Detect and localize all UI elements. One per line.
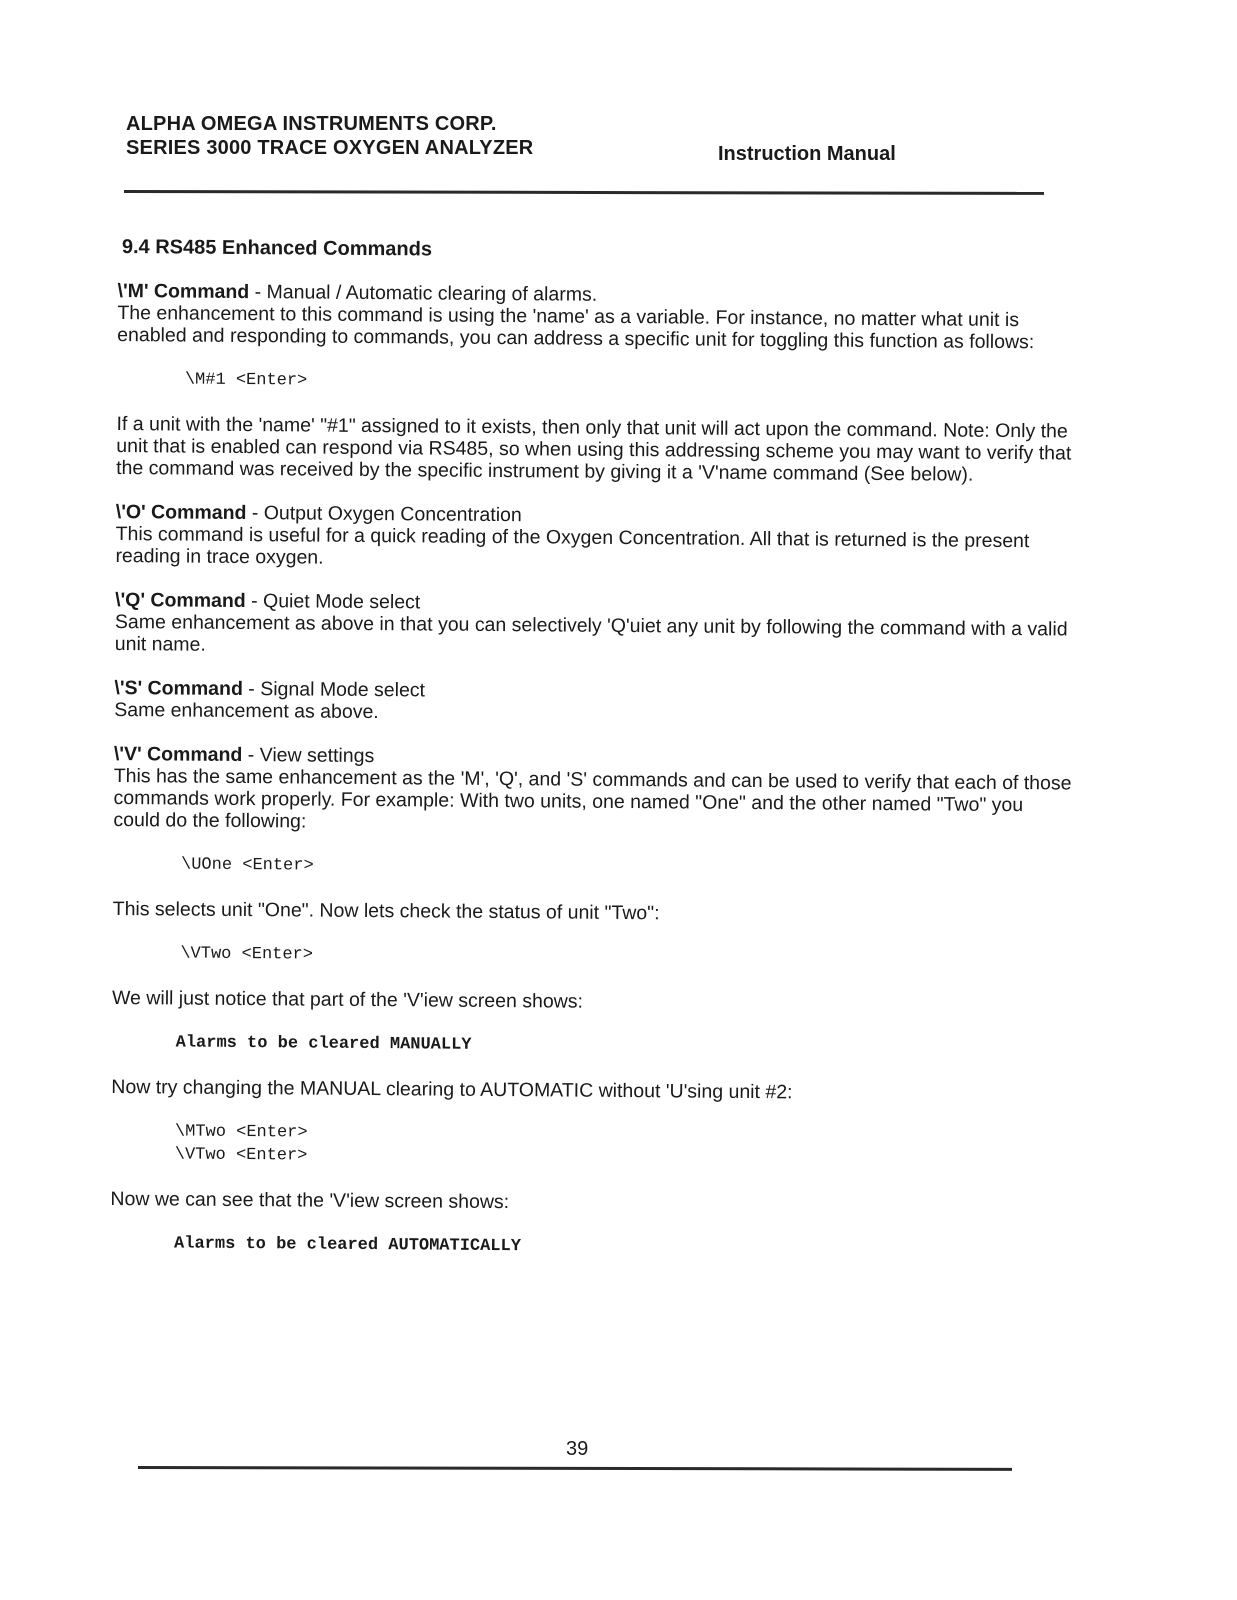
v-command-name: \'V' Command	[113, 742, 243, 766]
page-content	[110, 236, 1078, 1285]
v-command-example-2: \VTwo <Enter>	[180, 944, 314, 965]
product-name: SERIES 3000 TRACE OXYGEN ANALYZER	[126, 137, 534, 159]
m-command-followup: If a unit with the 'name' "#1" assigned to it exists, then only that unit will act upon the command. Note: Only the unit that is enabled can respond via RS485, so when using this addressing scheme you may want to verify that the command was received by the specific instrument by giving it a 'V'name command (See below).	[116, 412, 1072, 486]
q-command-block	[115, 589, 1075, 663]
o-command-name: \'O' Command	[115, 500, 247, 525]
footer-rule	[138, 1466, 1012, 1471]
v-command-text-1: This selects unit "One". Now lets check the status of unit "Two":	[112, 897, 660, 925]
m-command-desc: - Manual / Automatic clearing of alarms.	[249, 281, 598, 306]
header-rule	[124, 190, 1044, 195]
o-command-desc: - Output Oxygen Concentration	[246, 502, 522, 527]
v-command-body: This has the same enhancement as the 'M', 'Q', and 'S' commands and can be used to verify that each of those commands work properly. For example: With two units, one named "One" and the other named "Two" you could do the following:	[113, 764, 1072, 833]
v-command-example-1: \UOne <Enter>	[180, 855, 314, 876]
q-command-desc: - Quiet Mode select	[245, 590, 421, 614]
m-command-name: \'M' Command	[117, 279, 250, 304]
v-command-text-3: Now try changing the MANUAL clearing to AUTOMATIC without 'U'sing unit #2:	[111, 1075, 793, 1104]
s-command-block	[114, 677, 1074, 729]
o-command-block	[115, 501, 1075, 575]
page-header-company	[126, 112, 533, 160]
m-command-block	[117, 280, 1077, 354]
v-command-text-2: We will just notice that part of the 'V'iew screen shows:	[111, 986, 584, 1013]
v-command-example-3b: \VTwo <Enter>	[174, 1145, 308, 1166]
s-command-desc: - Signal Mode select	[242, 677, 426, 702]
v-command-text-4: Now we can see that the 'V'iew screen shows:	[110, 1187, 510, 1214]
m-command-example: \M#1 <Enter>	[184, 370, 308, 391]
o-command-body: This command is useful for a quick reading of the Oxygen Concentration. All that is returned is the present reading in trace oxygen.	[115, 522, 1030, 569]
view-output-manual: Alarms to be cleared MANUALLY	[175, 1033, 472, 1055]
s-command-name: \'S' Command	[114, 676, 244, 700]
page-number: 39	[566, 1438, 589, 1460]
s-command-body: Same enhancement as above.	[114, 698, 379, 724]
v-command-desc: - View settings	[242, 743, 375, 768]
m-command-body: The enhancement to this command is using the 'name' as a variable. For instance, no matter what unit is enabled and responding to commands, you can address a specific unit for toggling this function as follows:	[117, 301, 1035, 354]
v-command-example-3a: \MTwo <Enter>	[174, 1122, 308, 1143]
v-command-example-3	[175, 1120, 1071, 1173]
section-title: 9.4 RS485 Enhanced Commands	[121, 236, 433, 261]
document-type: Instruction Manual	[718, 143, 896, 165]
q-command-name: \'Q' Command	[115, 588, 246, 613]
view-output-automatic: Alarms to be cleared AUTOMATICALLY	[174, 1234, 522, 1257]
q-command-body: Same enhancement as above in that you can selectively 'Q'uiet any unit by following the command with a valid unit name.	[114, 610, 1068, 656]
company-name: ALPHA OMEGA INSTRUMENTS CORP.	[126, 113, 497, 135]
v-command-block	[113, 743, 1074, 839]
